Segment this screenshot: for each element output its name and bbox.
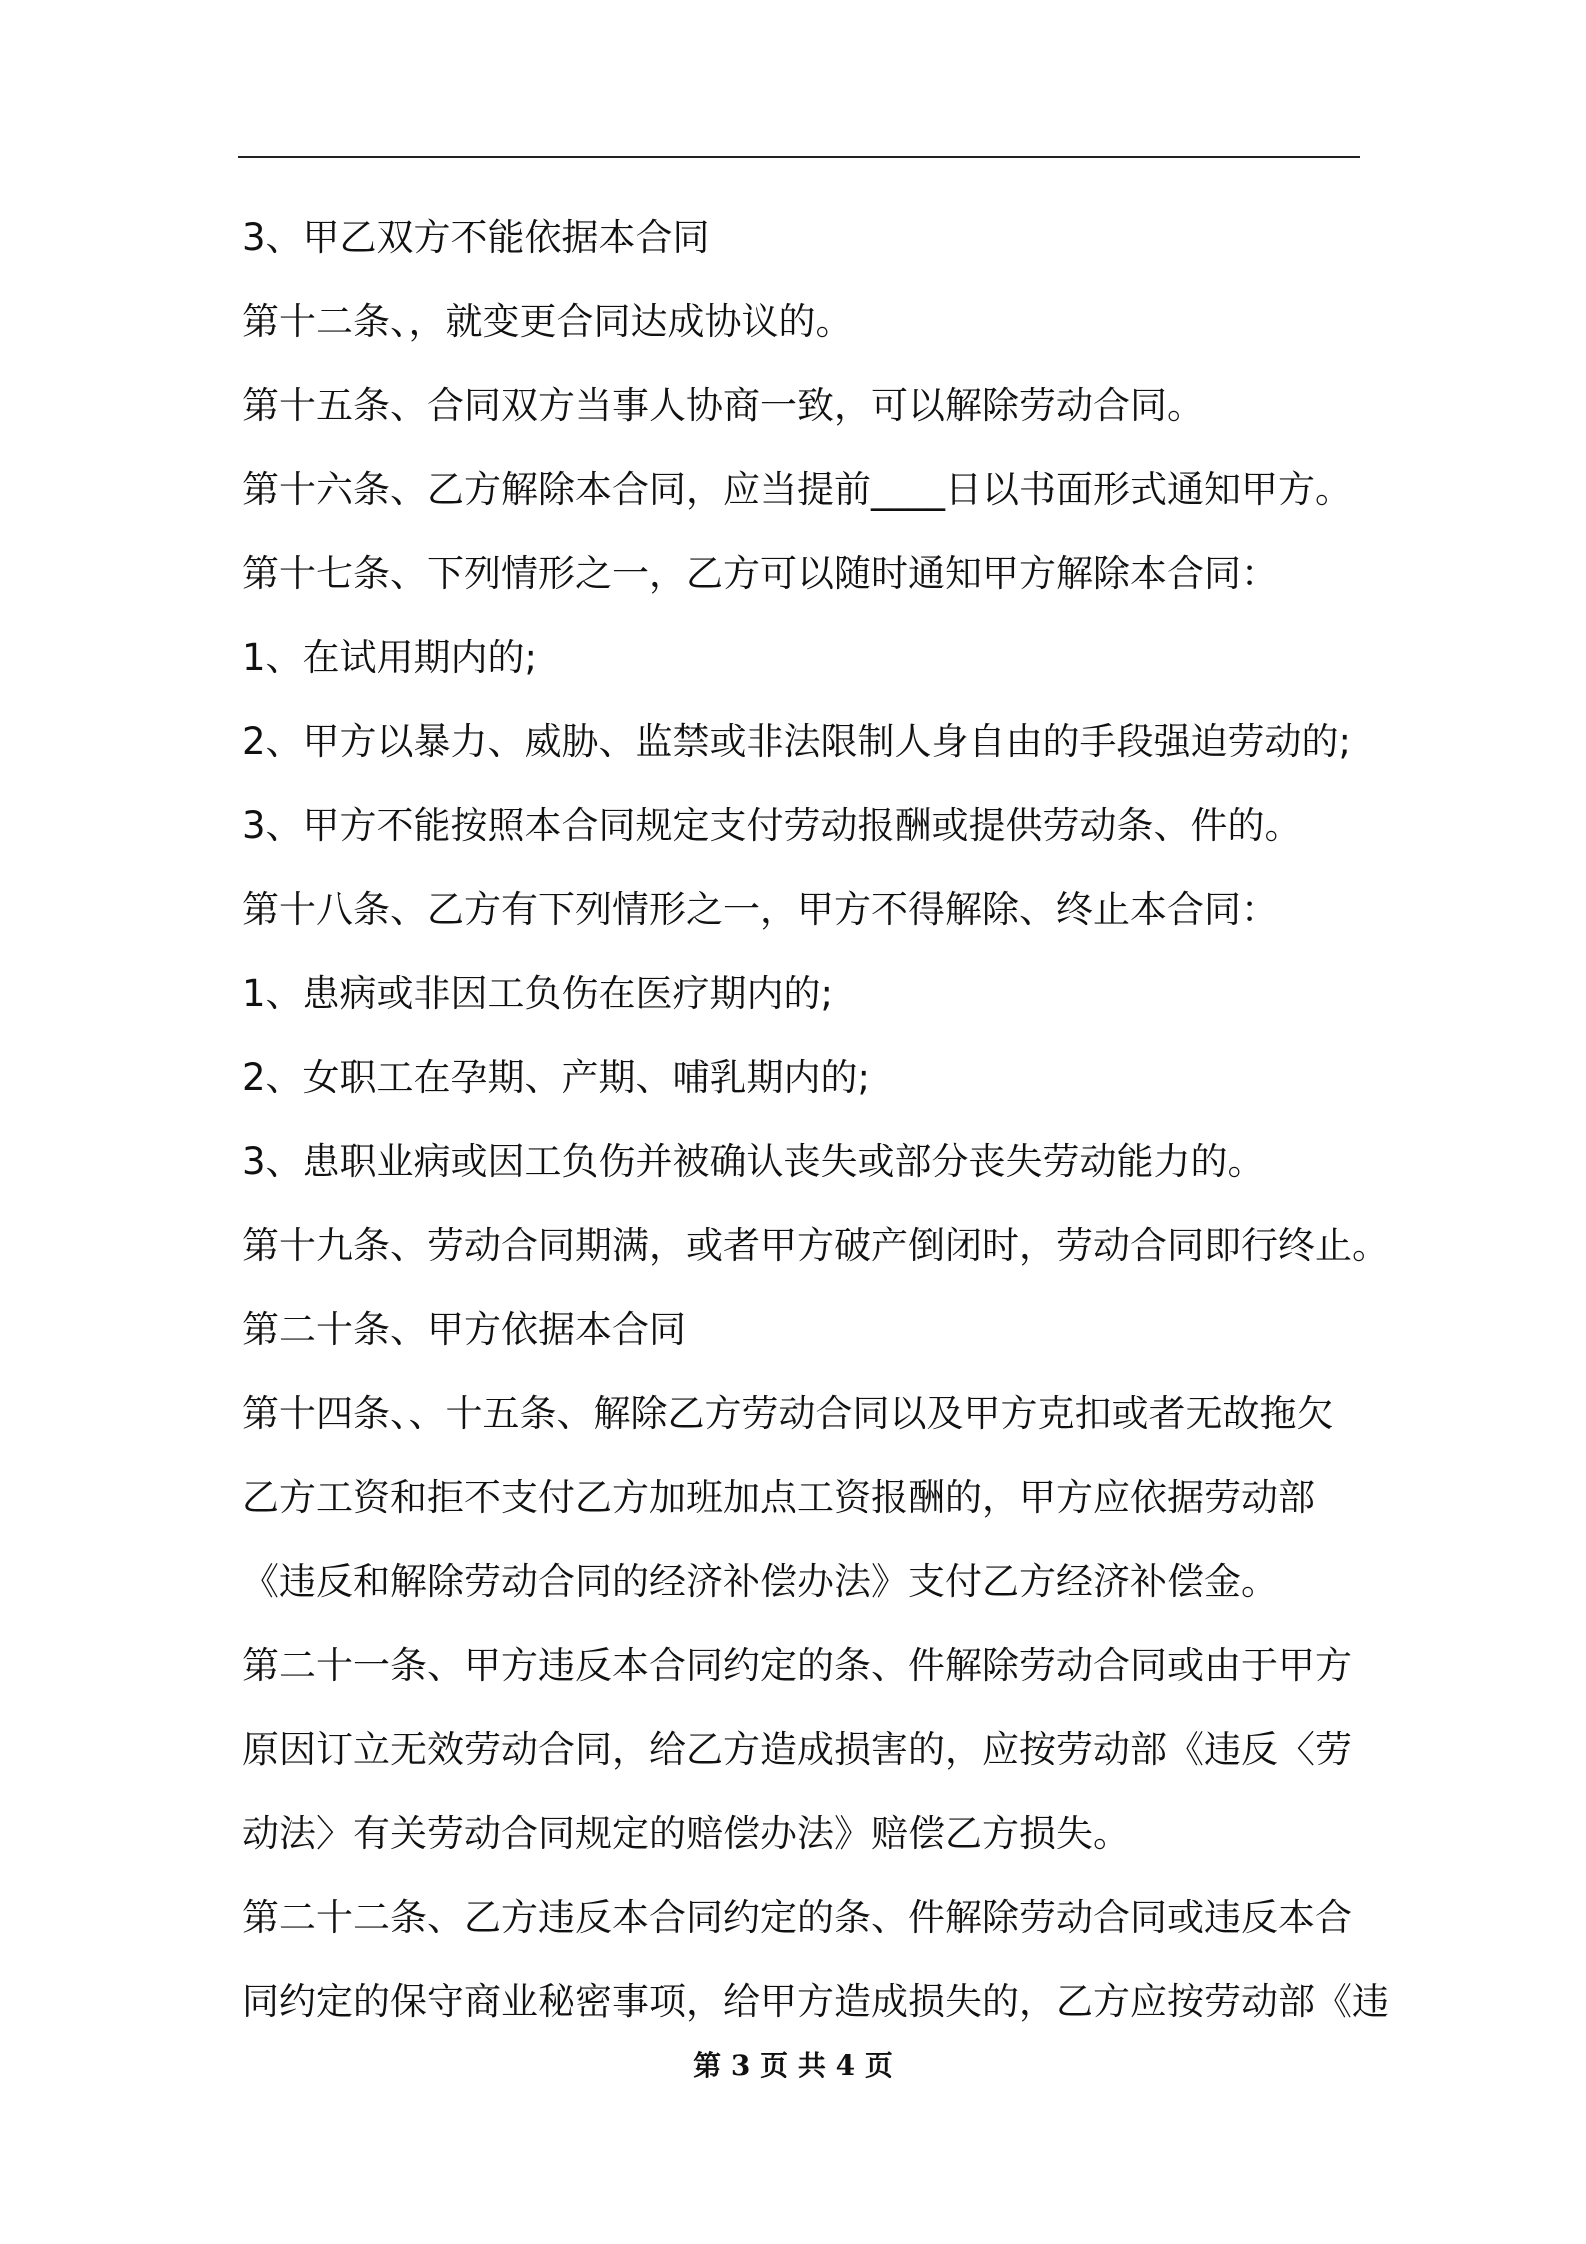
text-line: 3、甲方不能按照本合同规定支付劳动报酬或提供劳动条、件的。 [242,804,1302,847]
text-line: 第十四条、、十五条、解除乙方劳动合同以及甲方克扣或者无故拖欠 [242,1392,1334,1435]
text-line: 第十二条、，就变更合同达成协议的。 [242,300,853,343]
text-line: 1、在试用期内的; [242,636,538,679]
text-line: 3、甲乙双方不能依据本合同 [242,216,710,259]
text-line: 1、患病或非因工负伤在医疗期内的; [242,972,834,1015]
text-line: 原因订立无效劳动合同，给乙方造成损害的，应按劳动部《违反〈劳 [242,1728,1352,1771]
header-divider [238,156,1360,158]
text-line: 动法〉有关劳动合同规定的赔偿办法》赔偿乙方损失。 [242,1812,1130,1855]
text-line: 第十五条、合同双方当事人协商一致，可以解除劳动合同。 [242,384,1204,427]
text-line: 3、患职业病或因工负伤并被确认丧失或部分丧失劳动能力的。 [242,1140,1265,1183]
text-line: 第十六条、乙方解除本合同，应当提前____日以书面形式通知甲方。 [242,468,1352,511]
page-number-footer: 第 3 页 共 4 页 [693,2049,893,2082]
text-line: 第十八条、乙方有下列情形之一，甲方不得解除、终止本合同： [242,888,1278,931]
text-line: 第二十条、甲方依据本合同 [242,1308,686,1351]
text-line: 第二十一条、甲方违反本合同约定的条、件解除劳动合同或由于甲方 [242,1644,1352,1687]
text-line: 乙方工资和拒不支付乙方加班加点工资报酬的，甲方应依据劳动部 [242,1476,1315,1519]
text-line: 第十九条、劳动合同期满，或者甲方破产倒闭时，劳动合同即行终止。 [242,1224,1389,1267]
text-line: 第十七条、下列情形之一，乙方可以随时通知甲方解除本合同： [242,552,1278,595]
text-line: 同约定的保守商业秘密事项，给甲方造成损失的，乙方应按劳动部《违 [242,1980,1389,2023]
text-line: 2、甲方以暴力、威胁、监禁或非法限制人身自由的手段强迫劳动的; [242,720,1352,763]
text-line: 第二十二条、乙方违反本合同约定的条、件解除劳动合同或违反本合 [242,1896,1352,1939]
contract-body [242,196,1389,2044]
text-line: 2、女职工在孕期、产期、哺乳期内的; [242,1056,871,1099]
text-line: 《违反和解除劳动合同的经济补偿办法》支付乙方经济补偿金。 [242,1560,1278,1603]
